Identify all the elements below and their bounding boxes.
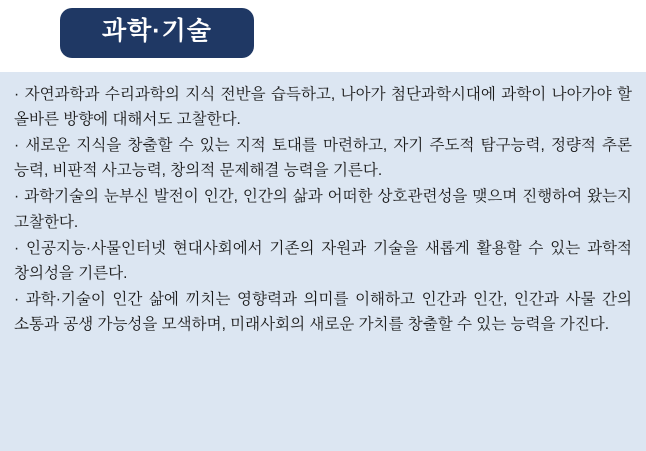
list-item: · 과학·기술이 인간 삶에 끼치는 영향력과 의미를 이해하고 인간과 인간, 인간과 사물 간의 소통과 공생 가능성을 모색하며, 미래사회의 새로운 가치를 창출할 수 있는 능력을 가진다. [14, 290, 632, 333]
page-title: 과학·기술 [60, 8, 254, 58]
list-item: · 새로운 지식을 창출할 수 있는 지적 토대를 마련하고, 자기 주도적 탐구능력, 정량적 추론 능력, 비판적 사고능력, 창의적 문제해결 능력을 기른다. [14, 137, 632, 180]
list-item: · 인공지능·사물인터넷 현대사회에서 기존의 자원과 기술을 새롭게 활용할 수 있는 과학적 창의성을 기른다. [14, 239, 632, 282]
list-item: · 자연과학과 수리과학의 지식 전반을 습득하고, 나아가 첨단과학시대에 과학이 나아가야 할 올바른 방향에 대해서도 고찰한다. [14, 86, 632, 129]
list-item: · 과학기술의 눈부신 발전이 인간, 인간의 삶과 어떠한 상호관련성을 맺으며 진행하여 왔는지 고찰한다. [14, 188, 632, 231]
title-area [0, 0, 646, 72]
content-panel [0, 72, 646, 451]
